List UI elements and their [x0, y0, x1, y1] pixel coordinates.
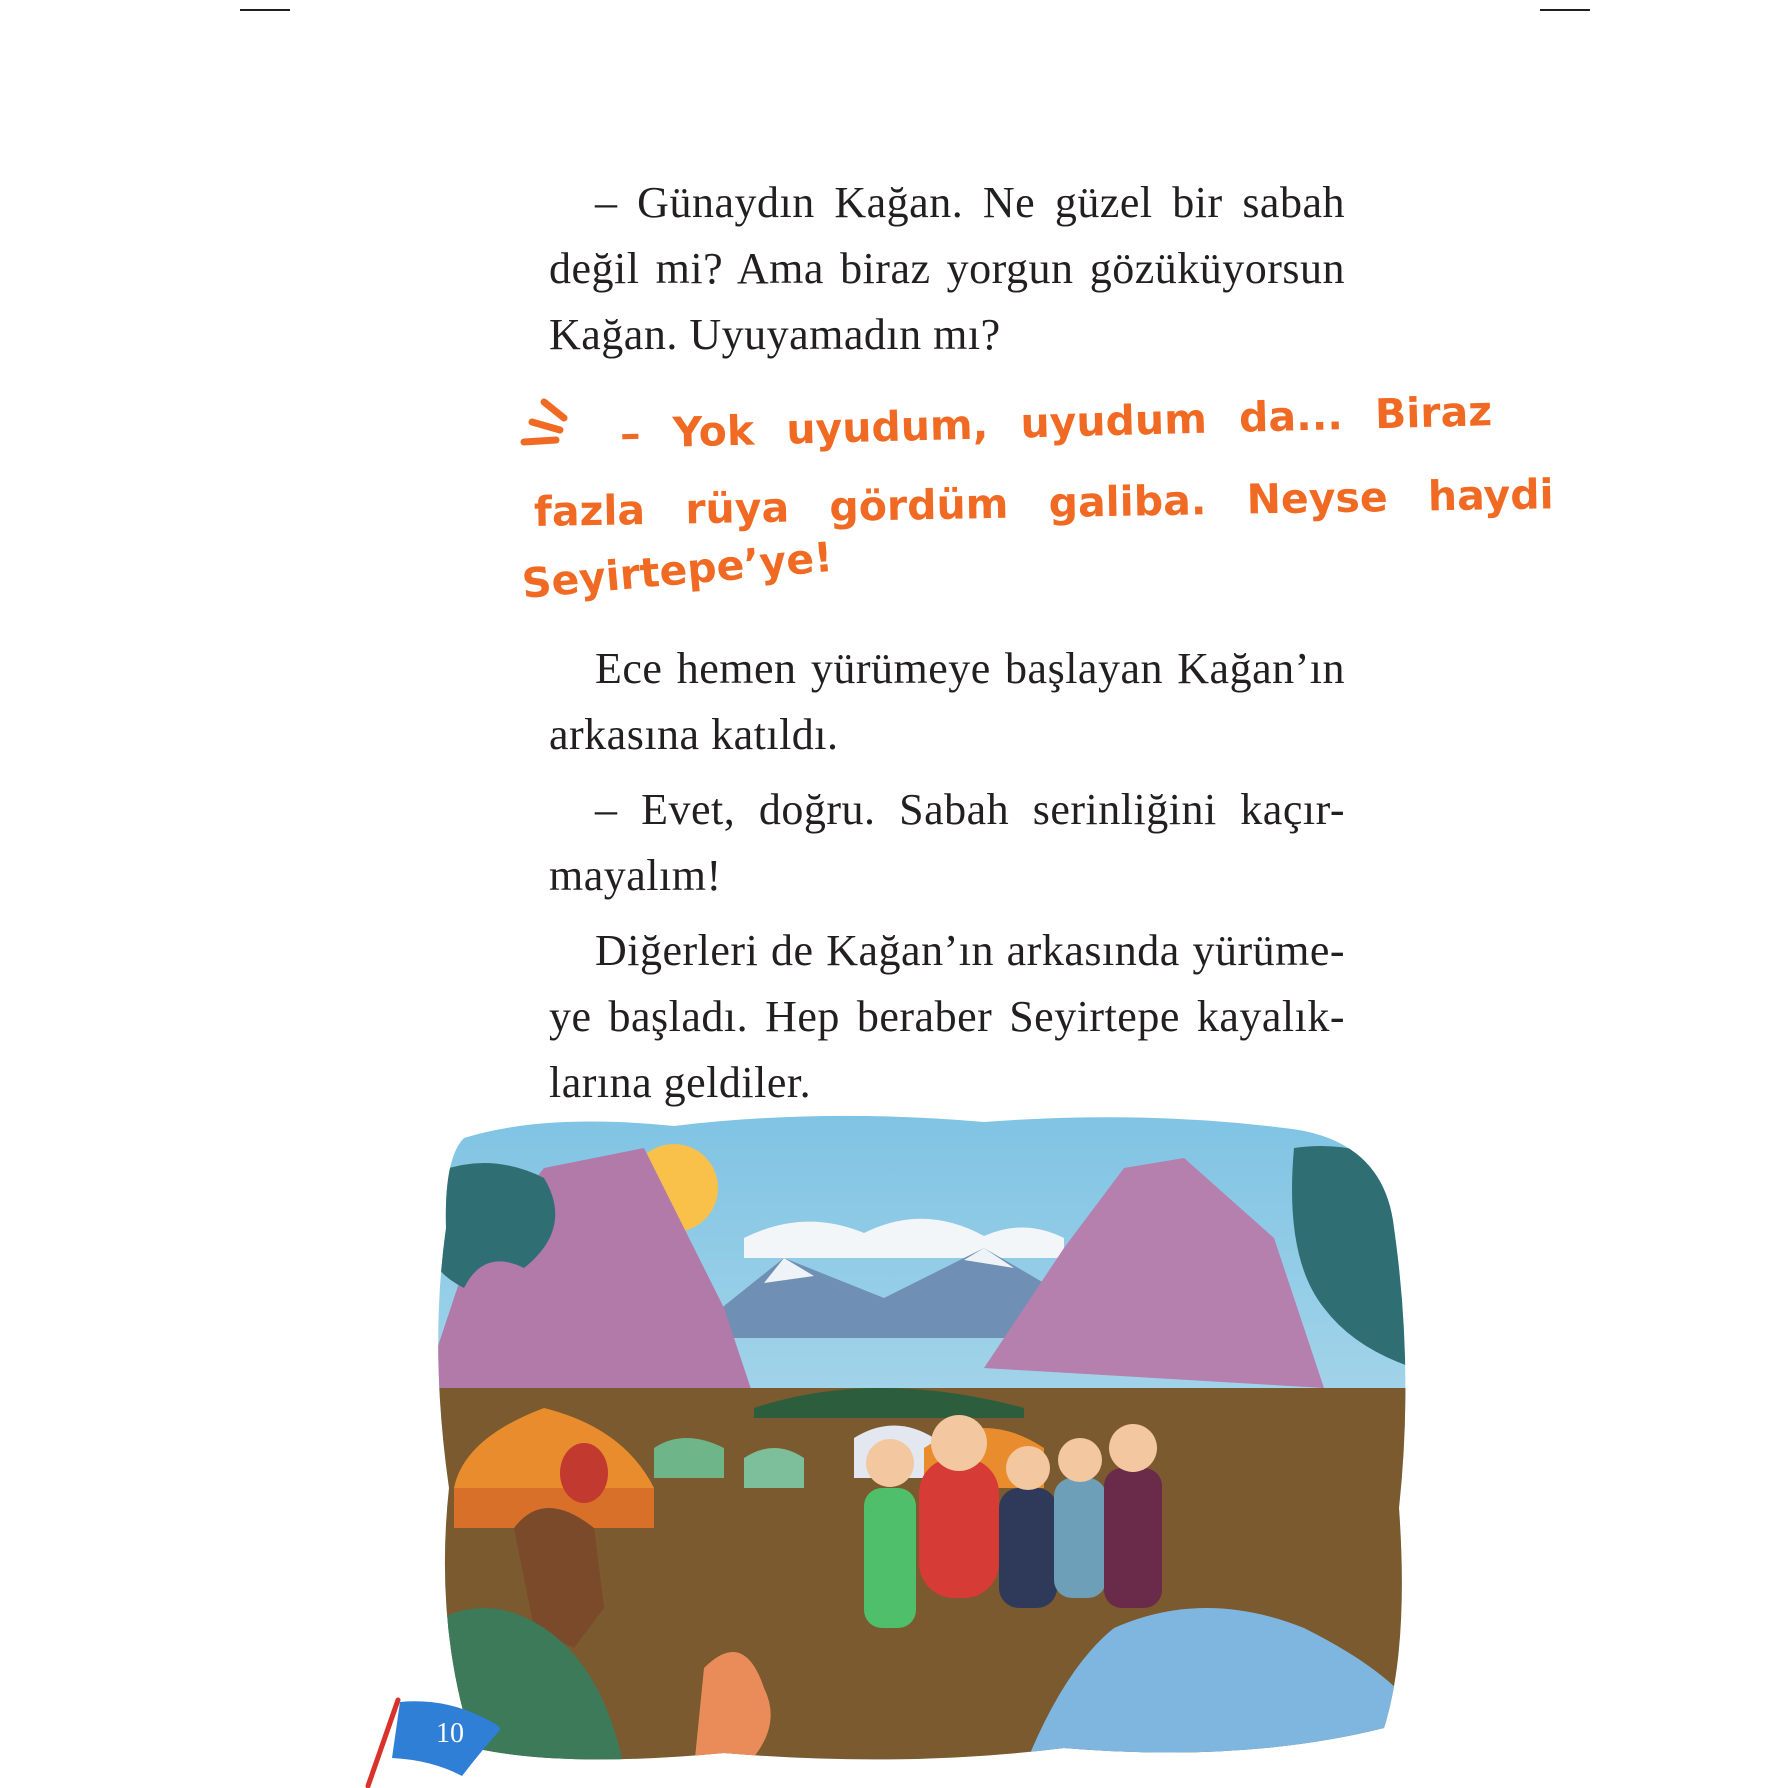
narration-paragraph-2	[549, 918, 1345, 1116]
shout-line-3: Seyirtepe’ye!	[519, 532, 835, 608]
paragraph-text: – Günaydın Kağan. Ne güzel bir sabah değil mi? Ama biraz yorgun gözüküyorsun Kağan. Uyuyamadın mı?	[549, 178, 1345, 359]
dialogue-paragraph-2	[549, 777, 1345, 909]
paragraph-text: – Evet, doğru. Sabah serinliğini kaçır- mayalım!	[549, 785, 1345, 900]
exclamation-dialogue	[519, 387, 1555, 622]
dialogue-paragraph-1	[549, 170, 1345, 368]
narration-paragraph-1	[549, 636, 1345, 768]
crop-mark-left	[240, 9, 290, 11]
shout-line-1: – Yok uyudum, uyudum da... Biraz	[619, 387, 1493, 458]
page-number: 10	[436, 1718, 464, 1749]
crop-mark-right	[1540, 9, 1590, 11]
shout-line-2: fazla rüya gördüm galiba. Neyse haydi	[533, 470, 1555, 536]
paragraph-text: Ece hemen yürümeye başlayan Kağan’ın arkasına katıldı.	[549, 644, 1345, 759]
camp-illustration	[424, 1108, 1414, 1768]
shout-burst-icon	[520, 392, 600, 472]
paragraph-text: Diğerleri de Kağan’ın arkasında yürüme- ye başladı. Hep beraber Seyirtepe kayalık- larına geldiler.	[549, 926, 1345, 1107]
